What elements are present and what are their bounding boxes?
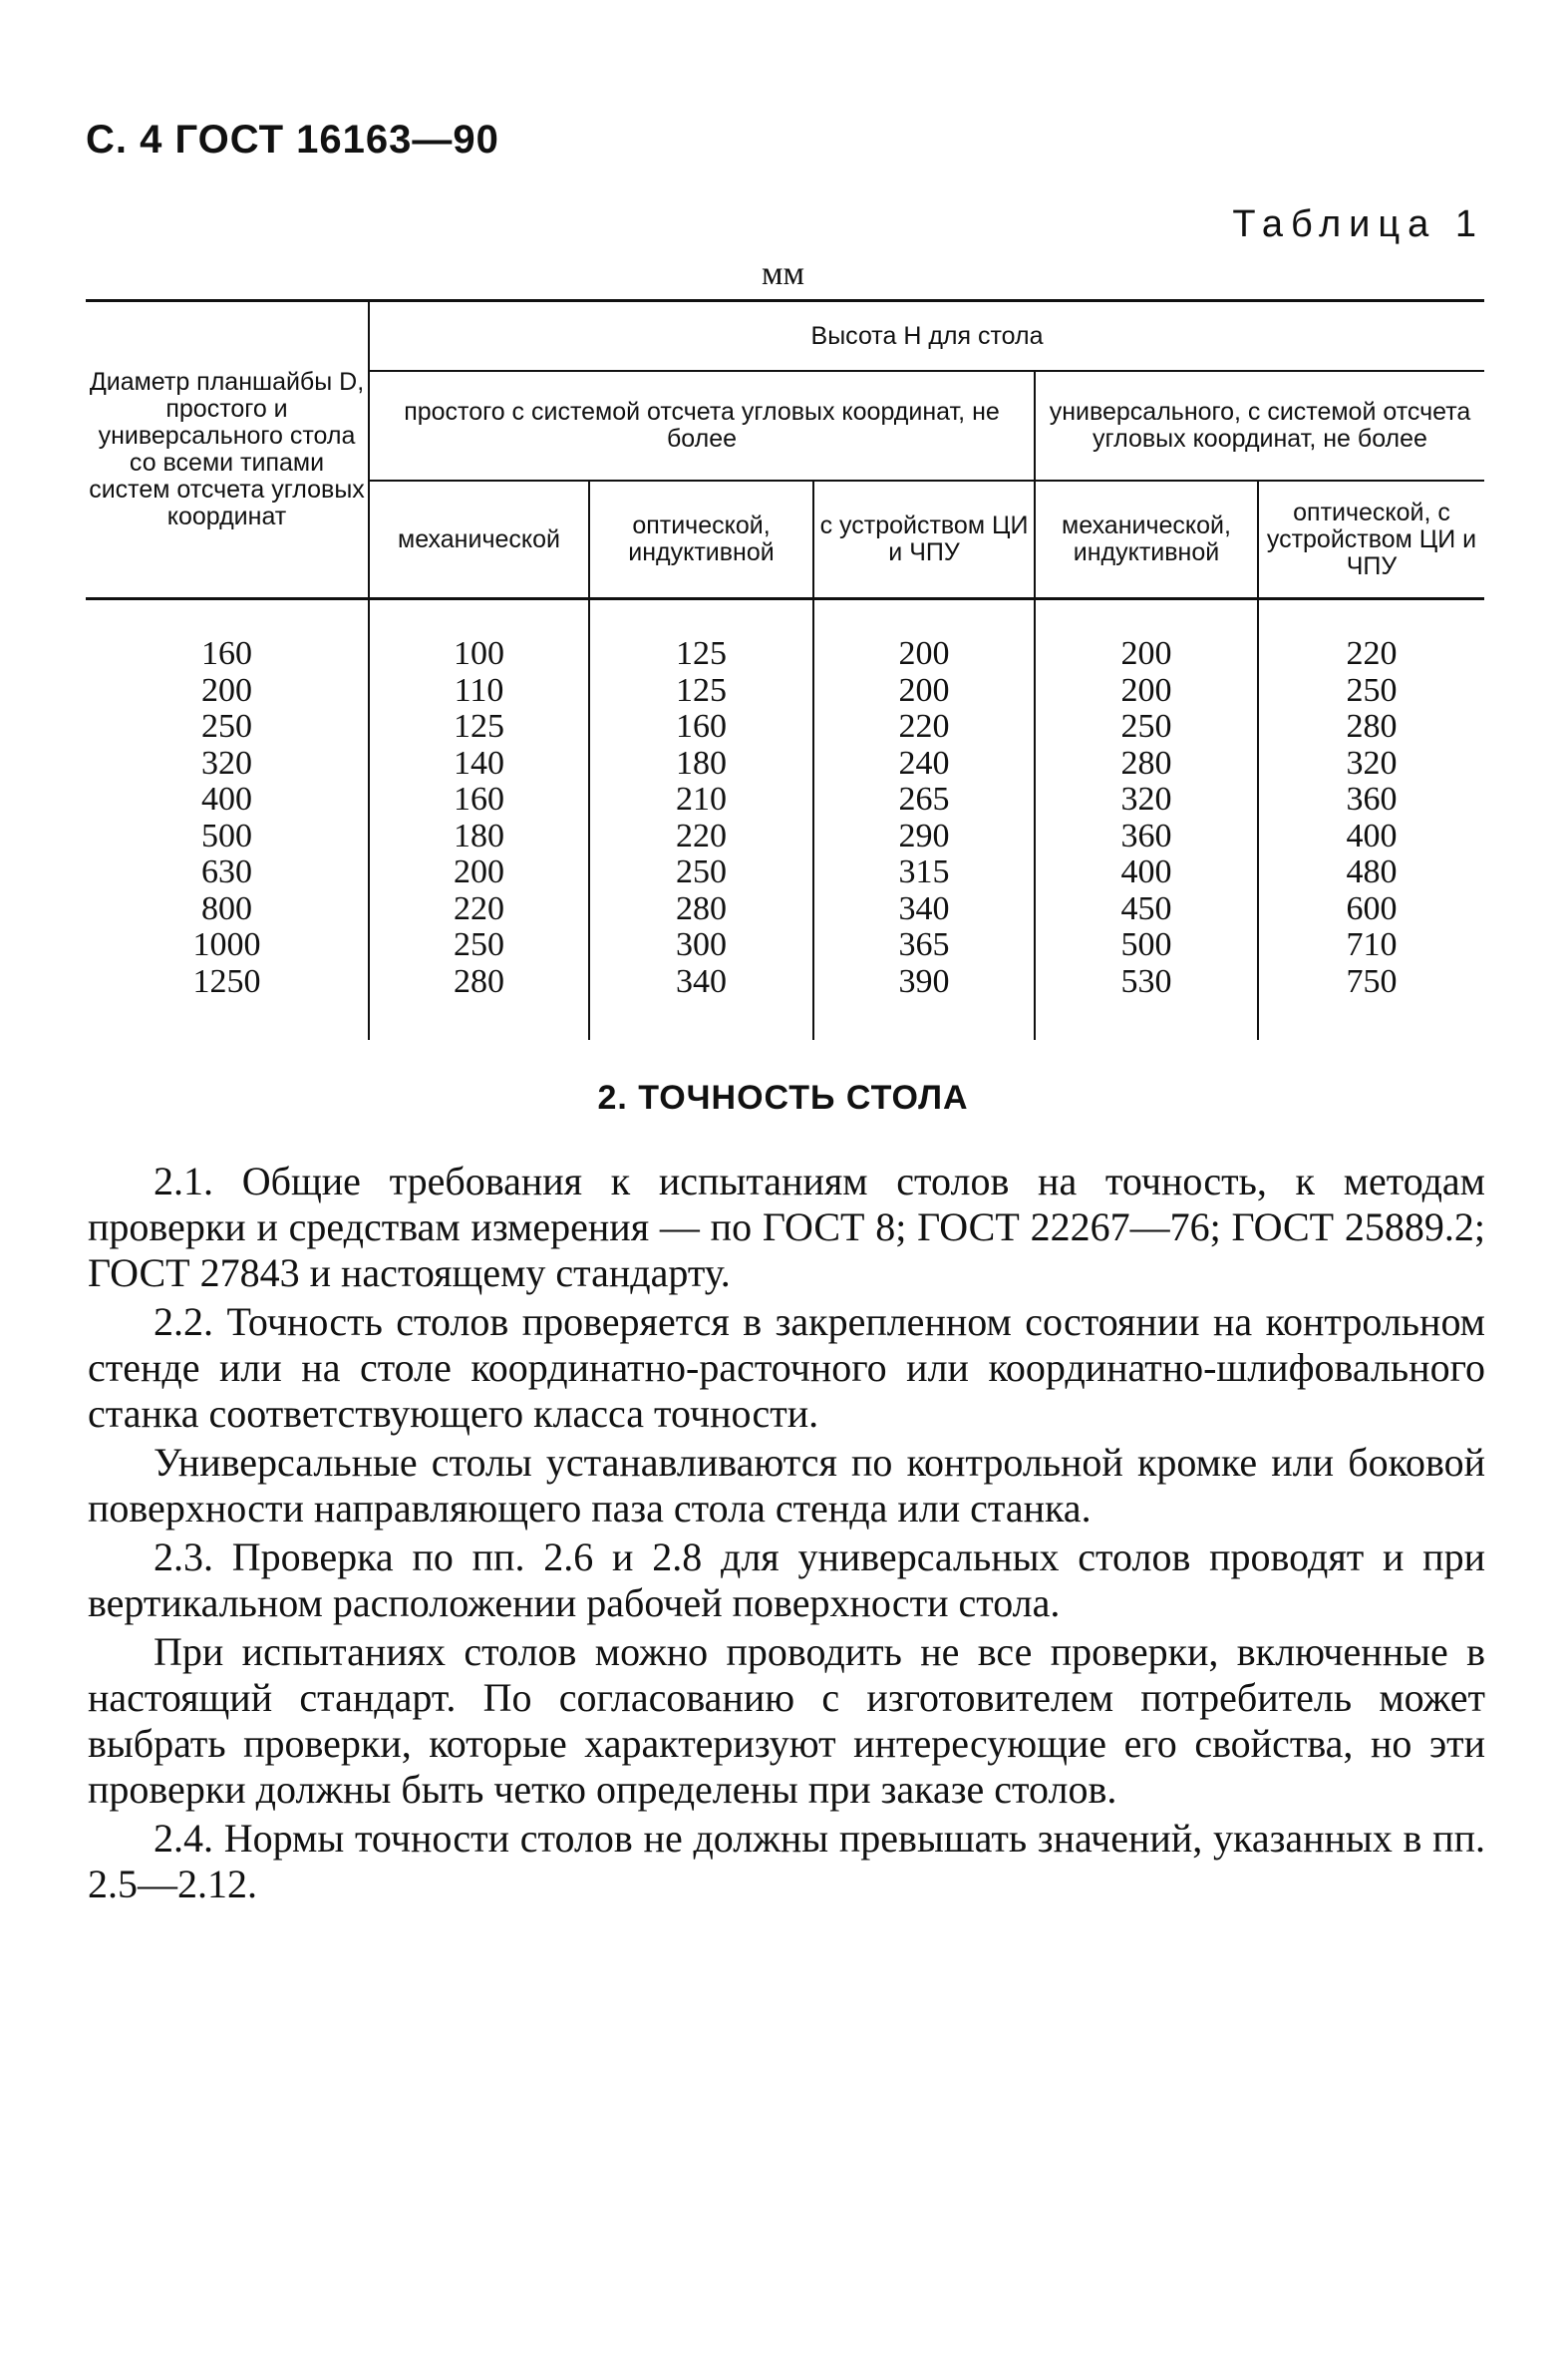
table-cell: 315 — [813, 854, 1035, 891]
table-cell: 210 — [589, 782, 813, 819]
header-simple-table: простого с системой отсчета угловых координат, не более — [369, 371, 1035, 481]
table-cell: 530 — [1035, 964, 1258, 1041]
table-cell: 1250 — [192, 962, 261, 1000]
header-diameter: Диаметр планшайбы D, простого и универсального стола со всеми типами систем отсчета угловых координат — [86, 301, 369, 599]
table-row — [86, 854, 1484, 891]
body-text — [88, 1159, 1485, 1910]
table-cell: 280 — [1035, 746, 1258, 783]
table-cell: 250 — [201, 708, 252, 745]
table-row — [86, 709, 1484, 746]
table-cell: 160 — [369, 782, 589, 819]
table-cell: 125 — [589, 673, 813, 710]
table-cell: 800 — [201, 889, 252, 927]
paragraph-2-3: 2.3. Проверка по пп. 2.6 и 2.8 для универсальных столов проводят и при вертикальном расположении рабочей поверхности стола. — [88, 1534, 1485, 1625]
table-cell: 360 — [1258, 782, 1484, 819]
subheader-optical-digital-cnc: оптической, с устройством ЦИ и ЧПУ — [1258, 481, 1484, 599]
table-container — [86, 299, 1484, 1040]
paragraph-2-1: 2.1. Общие требования к испытаниям столов на точность, к методам проверки и средствам измерения — по ГОСТ 8; ГОСТ 22267—76; ГОСТ 25889.2; ГОСТ 27843 и настоящему стандарту. — [88, 1159, 1485, 1295]
table-cell: 220 — [589, 819, 813, 855]
table-cell: 480 — [1258, 854, 1484, 891]
table-cell: 400 — [1258, 819, 1484, 855]
table-cell: 200 — [1035, 599, 1258, 673]
table-cell: 200 — [813, 673, 1035, 710]
table-cell: 180 — [589, 746, 813, 783]
table-cell: 710 — [1258, 927, 1484, 964]
table-row — [86, 782, 1484, 819]
table-cell: 390 — [813, 964, 1035, 1041]
subheader-digital-cnc: с устройством ЦИ и ЧПУ — [813, 481, 1035, 599]
table-cell: 250 — [369, 927, 589, 964]
paragraph-tests: При испытаниях столов можно проводить не все проверки, включенные в настоящий стандарт. По согласованию с изготовителем потребитель может выбрать проверки, которые характеризуют интересующие его свойства, но эти проверки должны быть четко определены при заказе столов. — [88, 1629, 1485, 1812]
table-cell: 290 — [813, 819, 1035, 855]
table-cell: 100 — [369, 599, 589, 673]
table-cell: 340 — [813, 891, 1035, 928]
table-cell: 340 — [589, 964, 813, 1041]
table-cell: 240 — [813, 746, 1035, 783]
table-cell: 220 — [1258, 599, 1484, 673]
table-cell: 280 — [589, 891, 813, 928]
table-cell: 300 — [589, 927, 813, 964]
table-cell: 200 — [201, 671, 252, 709]
subheader-mechanical: механической — [369, 481, 589, 599]
table-cell: 220 — [369, 891, 589, 928]
table-cell: 600 — [1258, 891, 1484, 928]
table-cell: 250 — [1035, 709, 1258, 746]
height-table — [86, 299, 1484, 1040]
table-cell: 125 — [589, 599, 813, 673]
table-cell: 250 — [1258, 673, 1484, 710]
table-cell: 320 — [1258, 746, 1484, 783]
table-cell: 180 — [369, 819, 589, 855]
page-header: С. 4 ГОСТ 16163—90 — [86, 118, 499, 162]
table-row — [86, 599, 1484, 673]
table-cell: 1000 — [192, 926, 261, 963]
table-row — [86, 891, 1484, 928]
table-cell: 140 — [369, 746, 589, 783]
table-cell: 360 — [1035, 819, 1258, 855]
table-cell: 265 — [813, 782, 1035, 819]
table-cell: 400 — [1035, 854, 1258, 891]
units-label: мм — [761, 255, 805, 292]
table-cell: 280 — [1258, 709, 1484, 746]
table-row — [86, 673, 1484, 710]
table-row — [86, 746, 1484, 783]
table-cell: 450 — [1035, 891, 1258, 928]
table-cell: 630 — [201, 853, 252, 890]
table-cell: 500 — [1035, 927, 1258, 964]
table-label: Таблица 1 — [1232, 203, 1484, 245]
table-row — [86, 819, 1484, 855]
table-cell: 500 — [201, 817, 252, 854]
table-cell: 200 — [813, 599, 1035, 673]
table-cell: 320 — [201, 744, 252, 782]
table-cell: 400 — [201, 781, 252, 818]
subheader-optical-inductive: оптической, индуктивной — [589, 481, 813, 599]
table-cell: 320 — [1035, 782, 1258, 819]
table-row — [86, 927, 1484, 964]
paragraph-2-4: 2.4. Нормы точности столов не должны превышать значений, указанных в пп. 2.5—2.12. — [88, 1816, 1485, 1906]
subheader-mechanical-inductive: механической, индуктивной — [1035, 481, 1258, 599]
table-cell: 160 — [589, 709, 813, 746]
table-cell: 200 — [1035, 673, 1258, 710]
paragraph-2-2: 2.2. Точность столов проверяется в закрепленном состоянии на контрольном стенде или на столе координатно-расточного или координатно-шлифовального станка соответствующего класса точности. — [88, 1299, 1485, 1436]
table-cell: 160 — [201, 635, 252, 672]
table-cell: 220 — [813, 709, 1035, 746]
header-universal-table: универсального, с системой отсчета угловых координат, не более — [1035, 371, 1484, 481]
paragraph-universal-tables: Универсальные столы устанавливаются по контрольной кромке или боковой поверхности направляющего паза стола стенда или станка. — [88, 1440, 1485, 1530]
table-row — [86, 964, 1484, 1041]
table-cell: 280 — [369, 964, 589, 1041]
table-cell: 125 — [369, 709, 589, 746]
table-cell: 200 — [369, 854, 589, 891]
table-body — [86, 599, 1484, 1041]
table-cell: 750 — [1258, 964, 1484, 1041]
table-cell: 250 — [589, 854, 813, 891]
header-height: Высота H для стола — [369, 301, 1484, 372]
table-cell: 365 — [813, 927, 1035, 964]
table-cell: 110 — [369, 673, 589, 710]
section-title: 2. ТОЧНОСТЬ СТОЛА — [597, 1079, 969, 1117]
